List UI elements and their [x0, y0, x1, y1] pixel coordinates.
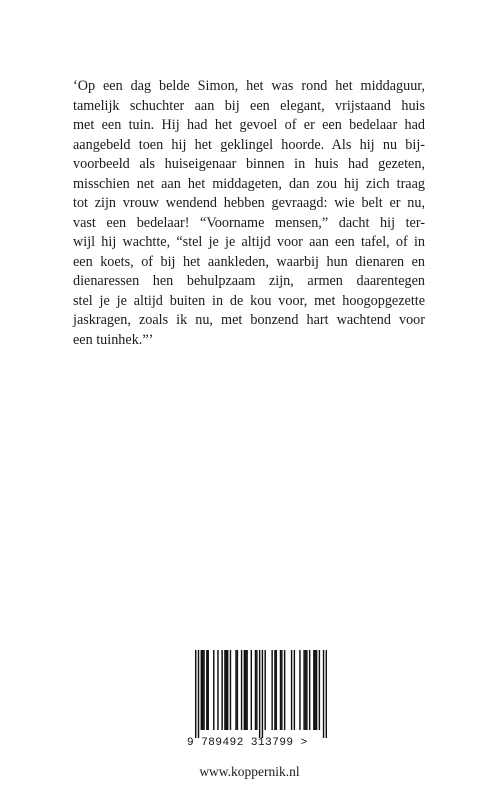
publisher-website: www.koppernik.nl — [199, 764, 300, 779]
barcode-bar — [206, 650, 207, 730]
barcode-bar — [235, 650, 236, 730]
barcode-bar — [294, 650, 295, 730]
barcode-bar — [299, 650, 300, 730]
excerpt-line: voorbeeld als huiseigenaar binnen in huis had gezeten, — [73, 156, 425, 172]
isbn-barcode — [187, 650, 337, 760]
excerpt-line: een tuinhek.”’ — [73, 331, 154, 348]
barcode-bar — [201, 650, 202, 730]
excerpt-line: vast een bedelaar! “Voorname mensen,” dacht hij ter- — [73, 214, 425, 231]
barcode-bar — [306, 650, 307, 730]
barcode-bar — [246, 650, 247, 730]
barcode-bar — [241, 650, 242, 730]
barcode-bar — [319, 650, 320, 730]
barcode-bar — [274, 650, 275, 730]
barcode-bar — [264, 650, 265, 730]
barcode-bar — [255, 650, 256, 730]
excerpt-line: stel je je altijd buiten in de kou voor, met hoogopgezette — [73, 292, 425, 309]
barcode-bar — [262, 650, 263, 738]
barcode-bar — [230, 650, 231, 730]
barcode-bar — [245, 650, 246, 730]
excerpt-line: jaskragen, zoals ik nu, met bonzend hart wachtend voor — [73, 312, 425, 328]
barcode-bar — [314, 650, 315, 730]
barcode-bar — [244, 650, 245, 730]
excerpt-line: een koets, of bij het aankleden, waarbij hun dienaren en — [73, 253, 425, 270]
barcode-bar — [221, 650, 222, 730]
isbn-digits: 9 789492 313799 > — [187, 737, 308, 749]
barcode-bar — [237, 650, 238, 730]
barcode-bar — [284, 650, 285, 730]
excerpt-line: wijl hij wachtte, “stel je je altijd voor aan een tafel, of in — [73, 234, 425, 250]
excerpt-line: aangebeld toen hij het geklingel hoorde. Als hij nu bij- — [73, 136, 425, 153]
excerpt-line: tamelijk schuchter aan bij een elegant, vrijstaand huis — [73, 97, 425, 114]
excerpt-line: ‘Op een dag belde Simon, het was rond het middaguur, — [73, 78, 425, 94]
barcode-bar — [227, 650, 228, 730]
barcode-bar — [259, 650, 260, 738]
barcode-bars — [195, 650, 327, 740]
barcode-bar — [251, 650, 252, 730]
barcode-bar — [198, 650, 199, 738]
barcode-bar — [276, 650, 277, 730]
barcode-bar — [217, 650, 218, 730]
barcode-bar — [226, 650, 227, 730]
barcode-bar — [291, 650, 292, 730]
barcode-bar — [309, 650, 310, 730]
barcode-bar — [303, 650, 304, 730]
barcode-bar — [256, 650, 257, 730]
barcode-bar — [271, 650, 272, 730]
excerpt-line: met een tuin. Hij had het gevoel of er een bedelaar had — [73, 117, 425, 133]
excerpt-line: tot zijn vrouw wendend hebben gevraagd: wie belt er nu, — [73, 195, 425, 211]
barcode-bar — [202, 650, 203, 730]
barcode-bar — [326, 650, 327, 738]
barcode-bar — [313, 650, 314, 730]
barcode-bar — [305, 650, 306, 730]
barcode-bar — [323, 650, 324, 738]
excerpt-line: dienaressen hen behulpzaam zijn, armen daarentegen — [73, 273, 425, 289]
barcode-bar — [203, 650, 204, 730]
barcode-bar — [316, 650, 317, 730]
barcode-bar — [281, 650, 282, 730]
barcode-bar — [213, 650, 214, 730]
back-cover-excerpt — [73, 77, 425, 350]
barcode-bar — [195, 650, 196, 738]
barcode-bar — [224, 650, 225, 730]
barcode-bar — [280, 650, 281, 730]
excerpt-line: misschien net aan het middageten, dan zou hij zich traag — [73, 175, 425, 192]
barcode-bar — [208, 650, 209, 730]
